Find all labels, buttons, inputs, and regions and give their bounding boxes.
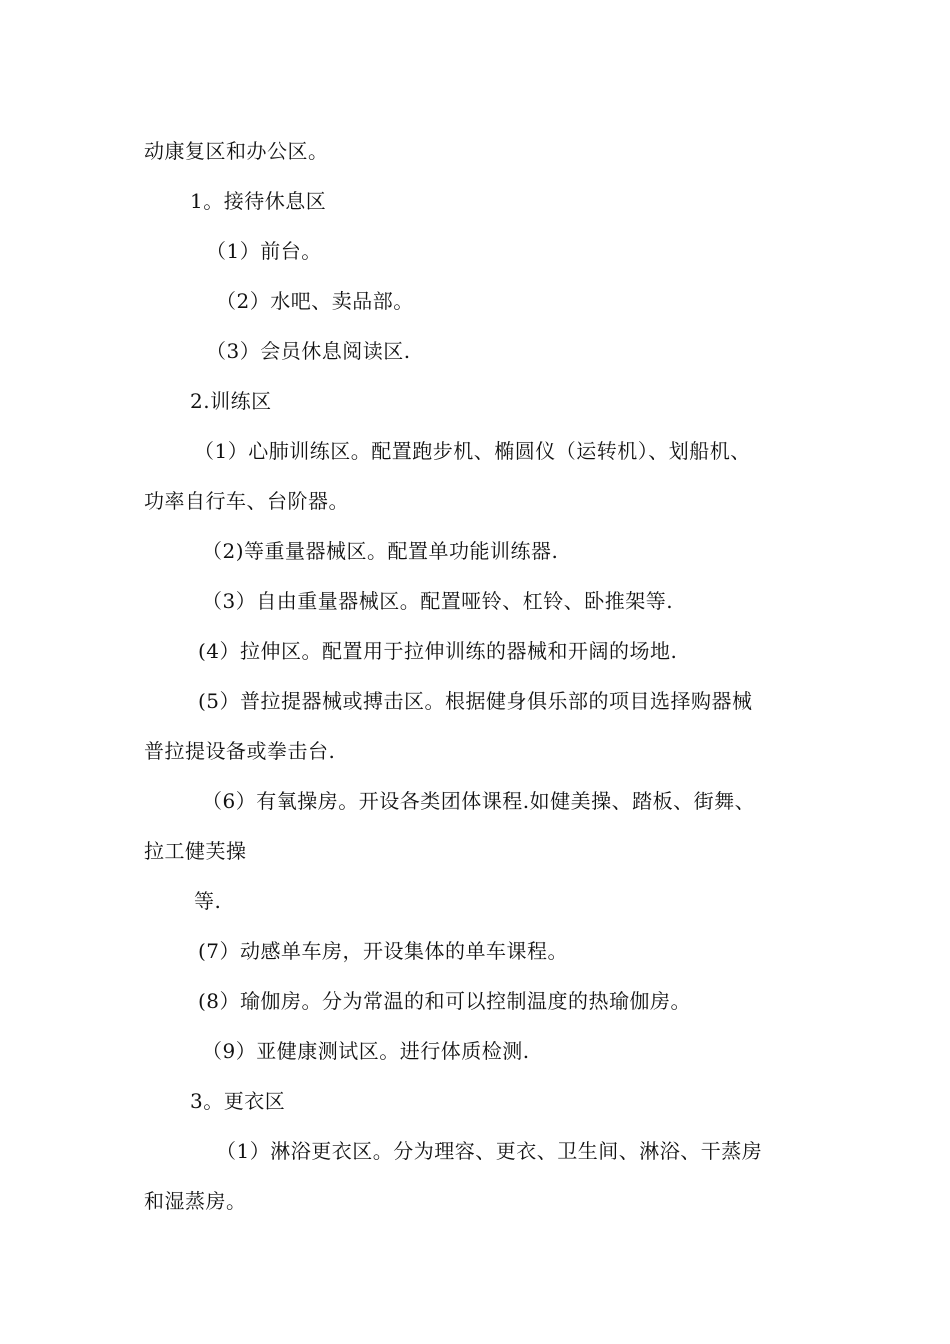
- section-heading: 1。接待休息区: [190, 189, 327, 213]
- list-item: （1）前台。: [206, 239, 322, 263]
- list-item: （3）会员休息阅读区.: [206, 339, 411, 363]
- list-item: (4）拉伸区。配置用于拉伸训练的器械和开阔的场地.: [198, 639, 678, 663]
- text-line: 功率自行车、台阶器。: [144, 489, 349, 513]
- list-item: (5）普拉提器械或搏击区。根据健身俱乐部的项目选择购器械: [198, 689, 753, 713]
- text-line: 和湿蒸房。: [144, 1189, 247, 1213]
- list-item: （1）心肺训练区。配置跑步机、椭圆仪（运转机）、划船机、: [194, 439, 751, 463]
- list-item: (8）瑜伽房。分为常温的和可以控制温度的热瑜伽房。: [198, 989, 692, 1013]
- list-item: （1）淋浴更衣区。分为理容、更衣、卫生间、淋浴、干蒸房: [216, 1139, 763, 1163]
- list-item: （2)等重量器械区。配置单功能训练器.: [202, 539, 559, 563]
- list-item: （3）自由重量器械区。配置哑铃、杠铃、卧推架等.: [202, 589, 674, 613]
- text-line: 普拉提设备或拳击台.: [144, 739, 336, 763]
- list-item: （2）水吧、卖品部。: [216, 289, 414, 313]
- section-heading: 3。更衣区: [190, 1089, 286, 1113]
- list-item: （6）有氧操房。开设各类团体课程.如健美操、踏板、街舞、: [202, 789, 756, 813]
- text-line: 动康复区和办公区。: [144, 139, 329, 163]
- text-line: 拉工健芙操: [144, 839, 247, 863]
- list-item: （9）亚健康测试区。进行体质检测.: [202, 1039, 530, 1063]
- section-heading: 2.训练区: [190, 389, 272, 413]
- list-item: (7）动感单车房，开设集体的单车课程。: [198, 939, 569, 963]
- text-line: 等.: [194, 889, 222, 913]
